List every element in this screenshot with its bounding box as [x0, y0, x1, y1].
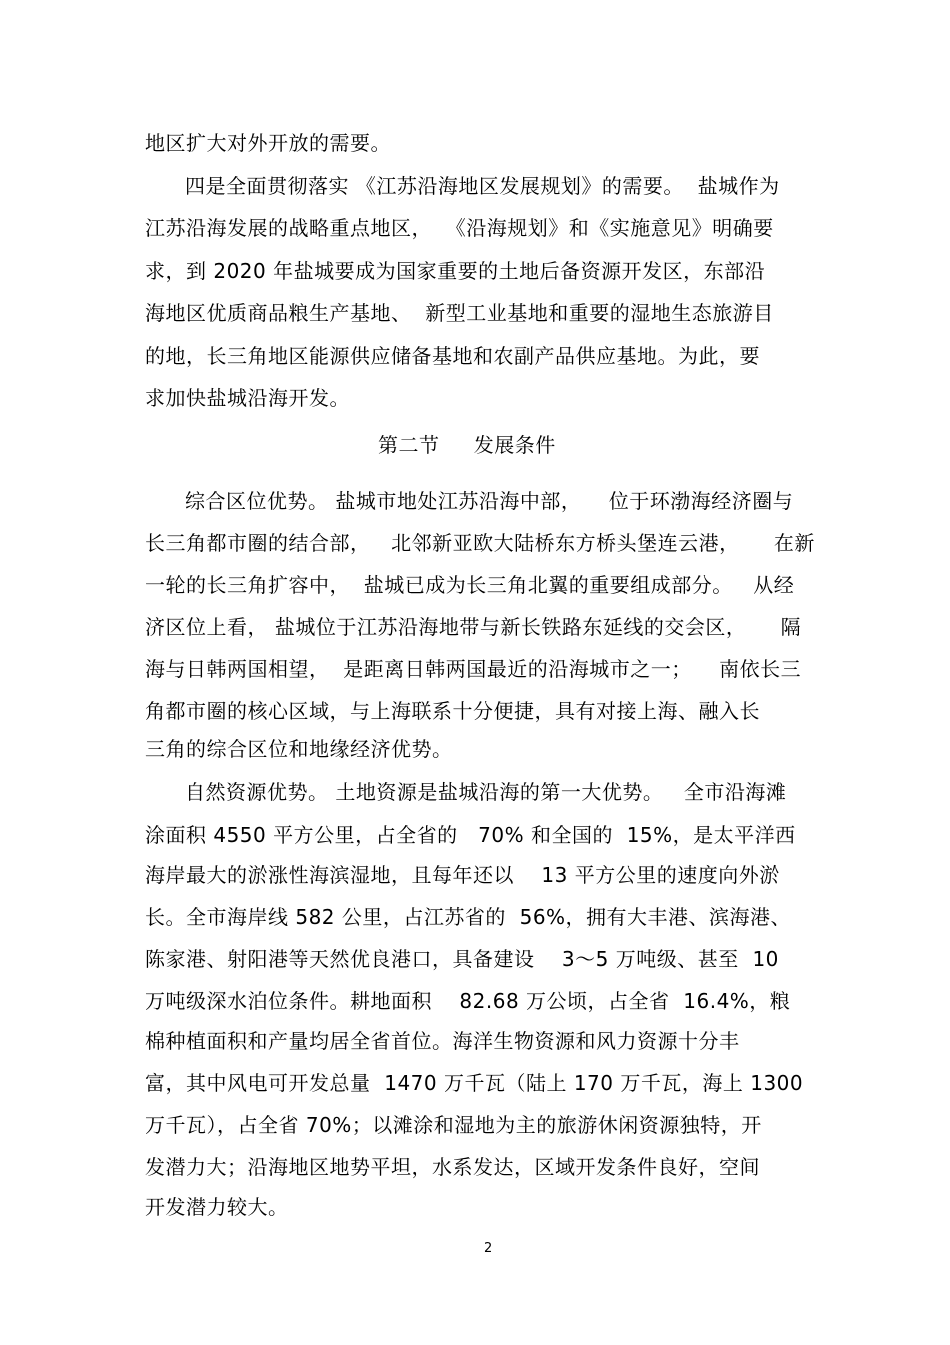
paragraph-line: 的地，长三角地区能源供应储备基地和农副产品供应基地。为此，要 [145, 344, 760, 368]
paragraph-line: 长三角都市圈的结合部， 北邻新亚欧大陆桥东方桥头堡连云港， 在新 [145, 531, 815, 555]
page-number: 2 [484, 1241, 493, 1256]
paragraph-line: 自然资源优势。 土地资源是盐城沿海的第一大优势。 全市沿海滩 [185, 780, 787, 804]
paragraph-line: 海与日韩两国相望， 是距离日韩两国最近的沿海城市之一； 南依长三 [145, 657, 802, 681]
paragraph-line: 四是全面贯彻落实 《江苏沿海地区发展规划》的需要。 盐城作为 [185, 174, 780, 198]
paragraph-line: 发潜力大；沿海地区地势平坦，水系发达，区域开发条件良好，空间 [145, 1155, 760, 1179]
paragraph-line: 角都市圈的核心区域，与上海联系十分便捷，具有对接上海、融入长 [145, 699, 760, 723]
paragraph-line: 求，到 2020 年盐城要成为国家重要的土地后备资源开发区，东部沿 [145, 259, 766, 283]
paragraph-line: 开发潜力较大。 [145, 1195, 289, 1219]
paragraph-line: 三角的综合区位和地缘经济优势。 [145, 737, 453, 761]
section-heading: 第二节 发展条件 [378, 433, 556, 457]
paragraph-line: 江苏沿海发展的战略重点地区， 《沿海规划》和《实施意见》明确要 [145, 216, 774, 240]
paragraph-line: 地区扩大对外开放的需要。 [145, 131, 391, 155]
paragraph-line: 海地区优质商品粮生产基地、 新型工业基地和重要的湿地生态旅游目 [145, 301, 774, 325]
paragraph-line: 棉种植面积和产量均居全省首位。海洋生物资源和风力资源十分丰 [145, 1029, 740, 1053]
paragraph-line: 求加快盐城沿海开发。 [145, 386, 350, 410]
paragraph-line: 万千瓦），占全省 70%；以滩涂和湿地为主的旅游休闲资源独特，开 [145, 1113, 762, 1137]
paragraph-line: 陈家港、射阳港等天然优良港口，具备建设 3～5 万吨级、甚至 10 [145, 947, 779, 971]
paragraph-line: 海岸最大的淤涨性海滨湿地，且每年还以 13 平方公里的速度向外淤 [145, 863, 780, 887]
paragraph-line: 一轮的长三角扩容中， 盐城已成为长三角北翼的重要组成部分。 从经 [145, 573, 795, 597]
paragraph-line: 综合区位优势。 盐城市地处江苏沿海中部， 位于环渤海经济圈与 [185, 489, 794, 513]
paragraph-line: 富，其中风电可开发总量 1470 万千瓦（陆上 170 万千瓦，海上 1300 [145, 1071, 804, 1095]
paragraph-line: 济区位上看， 盐城位于江苏沿海地带与新长铁路东延线的交会区， 隔 [145, 615, 802, 639]
paragraph-line: 长。全市海岸线 582 公里，占江苏省的 56%，拥有大丰港、滨海港、 [145, 905, 792, 929]
paragraph-line: 万吨级深水泊位条件。耕地面积 82.68 万公顷，占全省 16.4%，粮 [145, 989, 791, 1013]
paragraph-line: 涂面积 4550 平方公里，占全省的 70% 和全国的 15%，是太平洋西 [145, 823, 796, 847]
